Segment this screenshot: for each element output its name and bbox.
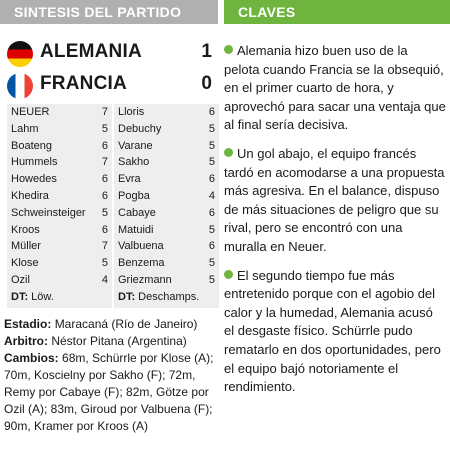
player-rating: 5 <box>101 122 108 135</box>
player-row <box>114 171 219 188</box>
substitutions-label: Cambios: <box>4 351 59 365</box>
key-points-header: CLAVES <box>224 0 450 24</box>
substitutions-value: 68m, Schürrle por Klose (A); 70m, Koscielny por Sakho (F); 72m, Remy por Cabaye (F); 82m, Götze por Ozil (A); 83m, Giroud por Valbuena (F); 90m, Kramer por Kroos (A) <box>4 351 214 433</box>
lineup-france <box>114 104 219 308</box>
player-name: Lloris <box>118 106 145 118</box>
player-row <box>114 205 219 222</box>
player-rating: 5 <box>208 139 215 152</box>
referee-line <box>4 333 216 350</box>
player-rating: 6 <box>101 223 108 236</box>
player-rating: 6 <box>208 240 215 253</box>
team-name: FRANCIA <box>40 73 127 94</box>
player-row <box>7 272 112 289</box>
bullet-dot-icon <box>224 270 233 279</box>
player-row <box>7 121 112 138</box>
player-row <box>7 171 112 188</box>
player-row <box>7 238 112 255</box>
key-point-text: El segundo tiempo fue más entretenido porque con el agobio del calor y la humedad, Alemania acusó el desgaste físico. Schürrle pudo rematarlo en dos oportunidades, pero el equipo bajó notoriamente el rendimiento. <box>224 267 441 395</box>
player-row <box>114 104 219 121</box>
player-row <box>114 121 219 138</box>
key-points-list <box>224 42 446 407</box>
stadium-label: Estadio: <box>4 317 52 331</box>
bullet-dot-icon <box>224 148 233 157</box>
player-rating: 6 <box>208 173 215 186</box>
coach-name: Deschamps. <box>138 290 200 303</box>
player-row <box>7 188 112 205</box>
player-rating: 4 <box>208 189 215 202</box>
summary-header: SINTESIS DEL PARTIDO <box>0 0 218 24</box>
player-row <box>114 188 219 205</box>
player-name: Cabaye <box>118 206 156 219</box>
team-score: 0 <box>201 73 212 94</box>
player-name: Valbuena <box>118 240 164 253</box>
key-point <box>224 267 446 397</box>
coach-label: DT: <box>11 290 29 303</box>
player-name: Varane <box>118 139 153 152</box>
player-rating: 6 <box>101 173 108 186</box>
team-score: 1 <box>201 41 212 62</box>
player-name: Matuidi <box>118 223 154 236</box>
player-row <box>7 255 112 272</box>
france-flag-icon <box>7 73 33 99</box>
player-name: Howedes <box>11 173 57 186</box>
team-row-germany <box>0 38 218 72</box>
stadium-value: Maracaná (Río de Janeiro) <box>54 317 198 331</box>
player-name: Pogba <box>118 189 150 202</box>
player-rating: 5 <box>101 206 108 219</box>
player-rating: 6 <box>101 139 108 152</box>
lineup-germany <box>7 104 112 308</box>
player-rating: 7 <box>101 240 108 253</box>
player-row <box>114 138 219 155</box>
lineups <box>0 104 218 308</box>
player-rating: 6 <box>208 206 215 219</box>
player-name: Schweinsteiger <box>11 206 86 219</box>
player-name: Müller <box>11 240 41 253</box>
player-name: Kroos <box>11 223 40 236</box>
referee-value: Néstor Pitana (Argentina) <box>51 334 187 348</box>
player-name: Boateng <box>11 139 52 152</box>
key-point-text: Un gol abajo, el equipo francés tardó en acomodarse a una propuesta más agresiva. En el balance, dispuso de más situaciones de peligro que su rival, pero se encontró con una muralla en Neuer. <box>224 145 445 254</box>
player-rating: 6 <box>208 106 215 118</box>
match-summary <box>0 0 218 467</box>
player-name: Debuchy <box>118 122 162 135</box>
key-point-text: Alemania hizo buen uso de la pelota cuando Francia se la obsequió, en el primer cuarto de hora, y aprovechó para sacar una ventaja que al final sería decisiva. <box>224 43 446 133</box>
player-row <box>114 222 219 239</box>
player-name: Benzema <box>118 257 165 270</box>
referee-label: Arbitro: <box>4 334 48 348</box>
team-row-france <box>0 70 218 104</box>
player-row <box>7 154 112 171</box>
substitutions-line <box>4 350 216 435</box>
player-row <box>7 222 112 239</box>
player-name: Klose <box>11 257 39 270</box>
stadium-line <box>4 316 216 333</box>
player-rating: 5 <box>101 257 108 270</box>
player-name: Khedira <box>11 189 49 202</box>
player-name: NEUER <box>11 106 50 118</box>
player-name: Hummels <box>11 156 58 169</box>
player-name: Evra <box>118 173 141 186</box>
germany-flag-icon <box>7 41 33 67</box>
player-rating: 5 <box>208 223 215 236</box>
player-rating: 5 <box>208 156 215 169</box>
player-row <box>114 154 219 171</box>
player-rating: 5 <box>208 257 215 270</box>
player-name: Griezmann <box>118 273 172 286</box>
player-name: Sakho <box>118 156 150 169</box>
team-name: ALEMANIA <box>40 41 142 62</box>
player-name: Ozil <box>11 273 30 286</box>
match-info <box>4 316 216 435</box>
player-rating: 5 <box>208 122 215 135</box>
coach-name: Löw. <box>31 290 54 303</box>
player-rating: 6 <box>101 189 108 202</box>
key-point <box>224 145 446 257</box>
player-rating: 7 <box>101 106 108 118</box>
player-row <box>114 255 219 272</box>
player-row <box>7 138 112 155</box>
player-rating: 7 <box>101 156 108 169</box>
key-point <box>224 42 446 135</box>
coach-row <box>7 289 112 306</box>
coach-label: DT: <box>118 290 136 303</box>
player-rating: 5 <box>208 273 215 286</box>
player-row <box>114 238 219 255</box>
key-points <box>224 0 450 467</box>
player-rating: 4 <box>101 273 108 286</box>
player-row <box>7 205 112 222</box>
coach-row <box>114 289 219 306</box>
player-row <box>7 104 112 121</box>
player-row <box>114 272 219 289</box>
bullet-dot-icon <box>224 45 233 54</box>
player-name: Lahm <box>11 122 39 135</box>
